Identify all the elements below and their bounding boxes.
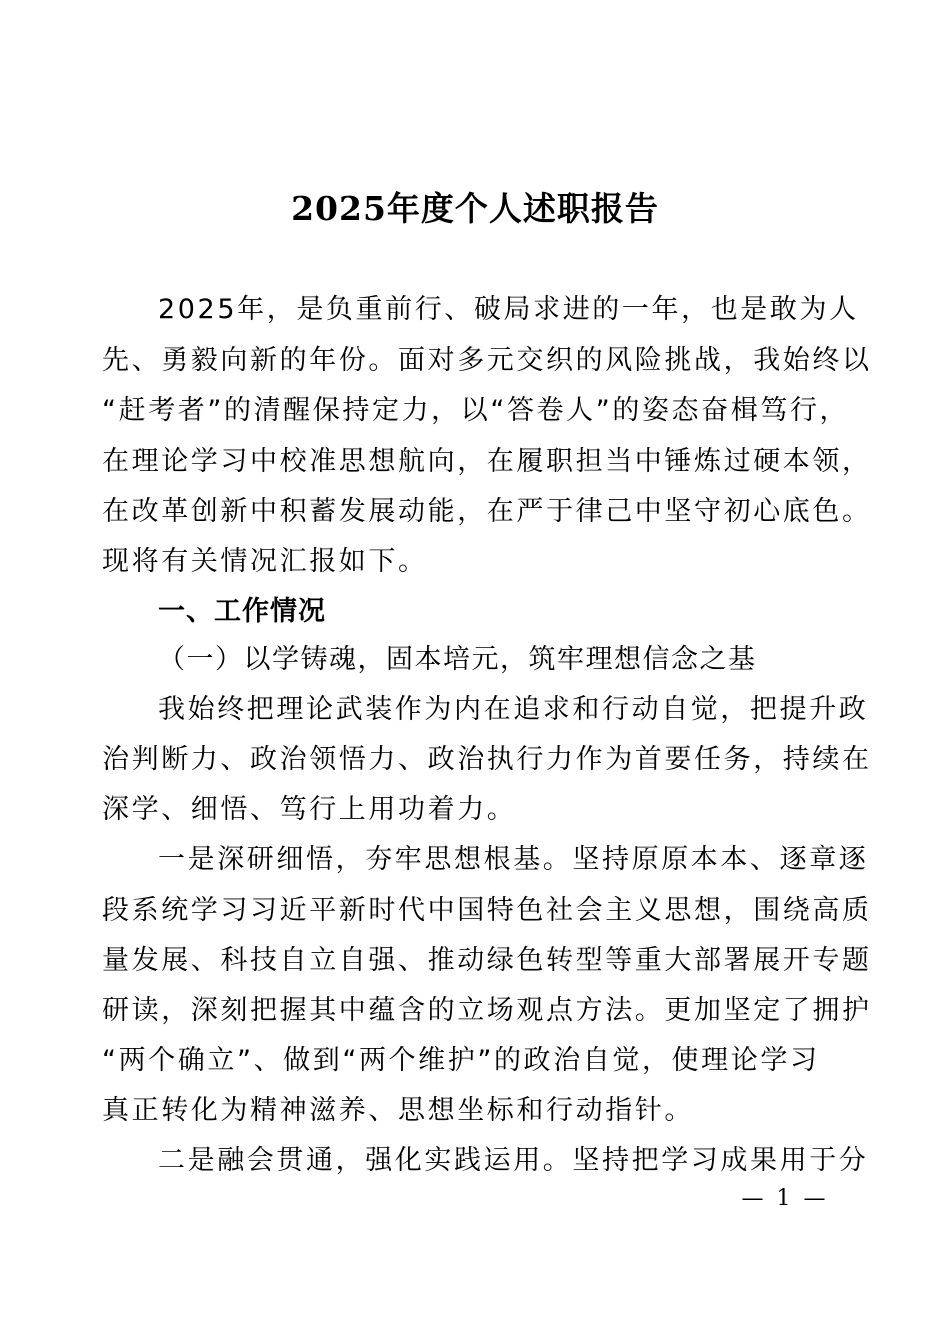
body-paragraph-line: 研读，深刻把握其中蕴含的立场观点方法。更加坚定了拥护 — [102, 995, 872, 1026]
intro-paragraph-line: 先、勇毅向新的年份。面对多元交织的风险挑战，我始终以 — [102, 345, 872, 376]
intro-paragraph-line: 在改革创新中积蓄发展动能，在严于律己中坚守初心底色。 — [102, 496, 872, 527]
page-number: — 1 — — [741, 1186, 829, 1211]
intro-paragraph-line: 2025年，是负重前行、破局求进的一年，也是敢为人 — [158, 294, 859, 325]
body-paragraph-line: “两个确立”、做到“两个维护”的政治自觉，使理论学习 — [102, 1045, 820, 1076]
section-heading: 一、工作情况 — [158, 596, 326, 627]
intro-paragraph-line: 现将有关情况汇报如下。 — [102, 546, 428, 577]
body-paragraph-line: 量发展、科技自立自强、推动绿色转型等重大部署展开专题 — [102, 945, 872, 976]
body-paragraph-line: 一是深研细悟，夯牢思想根基。坚持原原本本、逐章逐 — [158, 844, 869, 875]
document-title: 2025年度个人述职报告 — [291, 189, 659, 228]
intro-paragraph-line: “赶考者”的清醒保持定力，以“答卷人”的姿态奋楫笃行， — [102, 395, 850, 426]
intro-paragraph-line: 在理论学习中校准思想航向，在履职担当中锤炼过硬本领， — [102, 446, 872, 477]
body-paragraph-line: 治判断力、政治领悟力、政治执行力作为首要任务，持续在 — [102, 744, 872, 775]
body-paragraph-line: 二是融会贯通，强化实践运用。坚持把学习成果用于分 — [158, 1145, 869, 1176]
body-paragraph-line: 真正转化为精神滋养、思想坐标和行动指针。 — [102, 1095, 694, 1126]
body-paragraph-line: 段系统学习习近平新时代中国特色社会主义思想，围绕高质 — [102, 895, 872, 926]
body-paragraph-line: 深学、细悟、笃行上用功着力。 — [102, 794, 517, 825]
body-paragraph-line: 我始终把理论武装作为内在追求和行动自觉，把提升政 — [158, 694, 869, 725]
subsection-heading: （一）以学铸魂，固本培元，筑牢理想信念之基 — [158, 644, 757, 675]
